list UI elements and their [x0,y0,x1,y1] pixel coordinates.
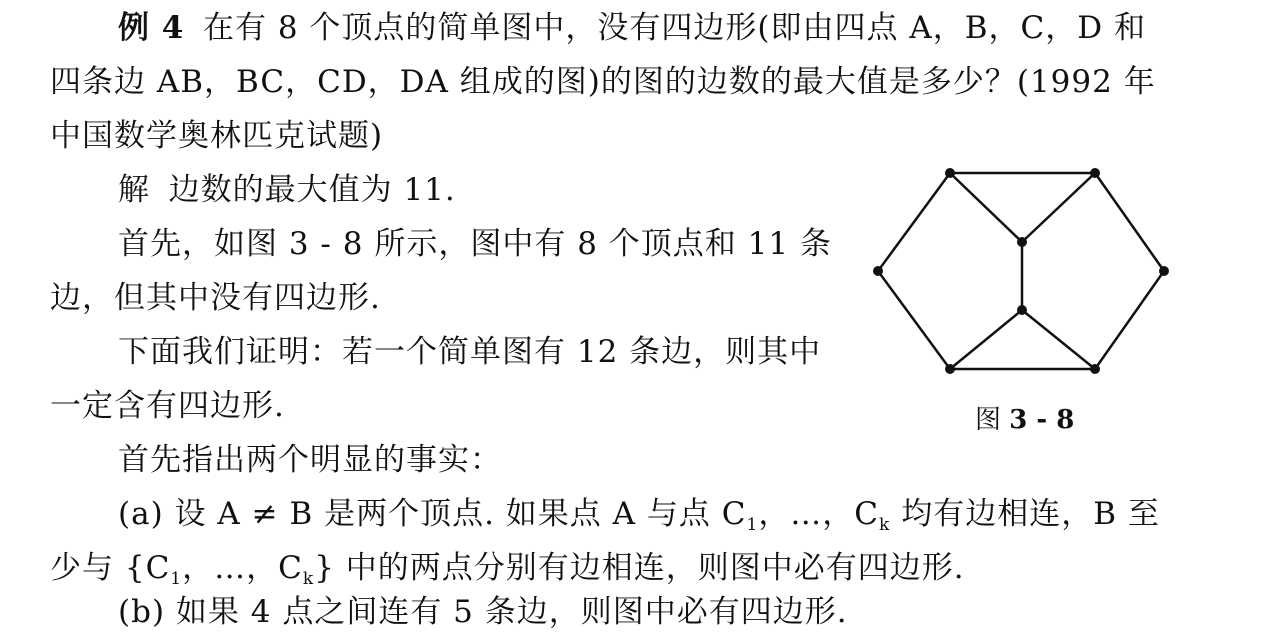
solution-label: 解 [118,172,150,208]
figure-graph [870,160,1170,380]
fact-a2-text-3: } 中的两点分别有边相连，则图中必有四边形. [314,550,965,586]
fact-a2-sub-k: k [302,568,315,589]
graph-vertex [1017,305,1027,315]
example-line-2: 四条边 AB，BC，CD，DA 组成的图)的图的边数的最大值是多少？(1992 年 [50,64,1156,100]
solution-line-3: 边，但其中没有四边形. [50,280,381,316]
fact-a2-text-2: ，…，C [182,550,303,586]
graph-vertex [945,168,955,178]
fact-a-text-3: 均有边相连，B 至 [890,496,1160,532]
fact-a-line-1 [118,486,1160,542]
fact-a-text-2: ，…，C [758,496,880,532]
figure-caption-number: 3 - 8 [1009,405,1075,435]
example-text-1: 在有 8 个顶点的简单图中，没有四边形(即由四点 A，B，C，D 和 [202,10,1146,46]
graph-edges [878,173,1164,369]
fact-b-line: (b) 如果 4 点之间连有 5 条边，则图中必有四边形. [118,594,848,630]
graph-vertex [1090,168,1100,178]
graph-vertex [1017,237,1027,247]
graph-edge [950,310,1022,369]
graph-edge [878,271,950,369]
solution-line-2: 首先，如图 3 - 8 所示，图中有 8 个顶点和 11 条 [118,226,832,262]
solution-answer: 边数的最大值为 11. [168,172,456,208]
graph-vertex [1159,266,1169,276]
fact-a-text-1: (a) 设 A ≠ B 是两个顶点. 如果点 A 与点 C [118,496,747,532]
figure-caption-prefix: 图 [975,405,1010,435]
fact-a-sub-1: 1 [746,514,759,535]
graph-edge [878,173,950,271]
fact-a2-sub-1: 1 [170,568,183,589]
graph-edge [1022,173,1095,242]
solution-line-4: 下面我们证明：若一个简单图有 12 条边，则其中 [118,334,822,370]
fact-a-sub-k: k [879,514,891,535]
graph-edge [950,173,1022,242]
example-line-3: 中国数学奥林匹克试题) [50,118,384,154]
figure-caption [975,400,1074,440]
graph-edge [1095,271,1164,369]
graph-vertex [1090,364,1100,374]
fact-a2-text-1: 少与 {C [50,550,171,586]
solution-line-5: 一定含有四边形. [50,388,285,424]
graph-edge [1095,173,1164,271]
example-line-1 [118,0,1146,56]
graph-vertex [873,266,883,276]
example-label: 例 4 [118,10,185,46]
graph-edge [1022,310,1095,369]
solution-line-6: 首先指出两个明显的事实： [118,442,502,478]
graph-vertex [945,364,955,374]
solution-line-1 [118,162,456,218]
